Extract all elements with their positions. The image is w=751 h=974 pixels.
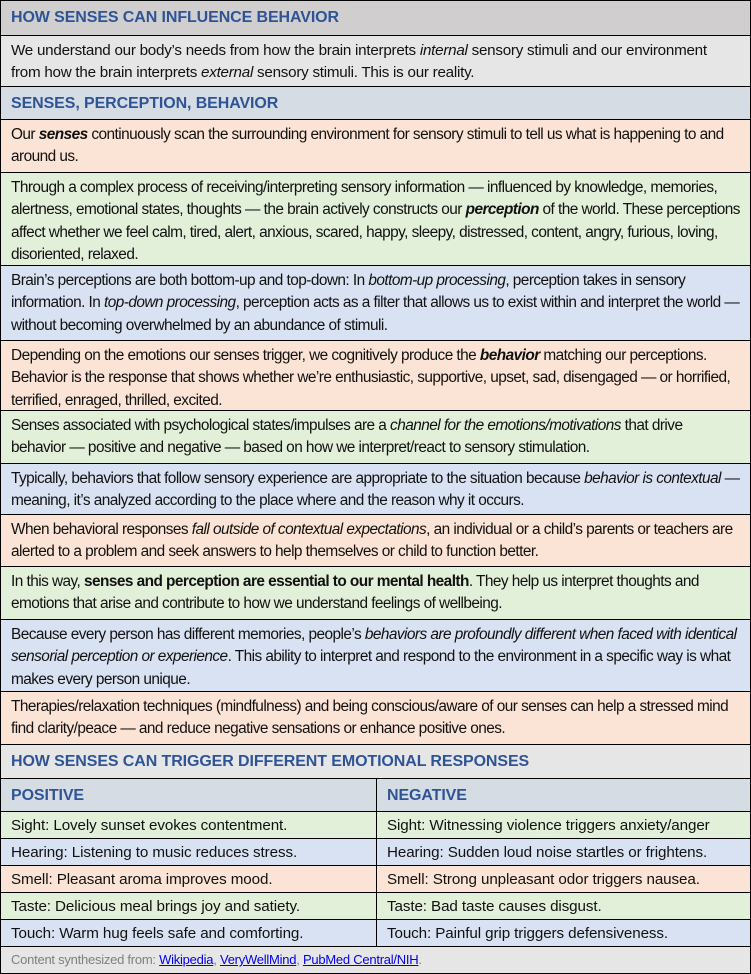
section-title-text: HOW SENSES CAN INFLUENCE BEHAVIOR [11, 9, 339, 26]
link-pubmed-central[interactable]: PubMed Central/NIH [302, 952, 419, 967]
text: Therapies/relaxation techniques (mindfulness) and being conscious/aware of our senses can help a stressed mind find clarity/peace — and reduce negative sensations or enhance positive ones. [11, 698, 729, 738]
emphasis-perception: perception [465, 201, 539, 219]
paragraph-senses [1, 120, 750, 173]
positive-cell: Hearing: Listening to music reduces stress. [1, 839, 377, 865]
text: , an individual or a child’s parents or teachers are alerted to a problem and seek answers to help themselves or child to function better. [11, 521, 733, 561]
paragraph-mental-health [1, 567, 750, 620]
section-title-text: HOW SENSES CAN TRIGGER DIFFERENT EMOTIONAL RESPONSES [11, 753, 530, 770]
text: We understand our body’s needs from how the brain interprets [11, 42, 420, 59]
paragraph-unique [1, 620, 750, 692]
text: , perception acts as a filter that allows us to exist within and interpret the world — without becoming overwhelmed by an abundance of stimuli. [11, 294, 740, 334]
paragraph-contextual [1, 464, 750, 515]
responses-table-header [1, 779, 750, 812]
emphasis-different: behaviors are profoundly different when faced with identical sensorial perception or experience [11, 626, 737, 666]
text: Typically, behaviors that follow sensory experience are appropriate to the situation because [11, 470, 585, 487]
negative-cell: Touch: Painful grip triggers defensiveness. [387, 925, 669, 942]
text: continuously scan the surrounding environment for sensory stimuli to tell us what is happening to and around us. [11, 126, 724, 166]
paragraph-expectations [1, 515, 750, 567]
paragraph-behavior [1, 341, 750, 411]
text: Through a complex process of receiving/interpreting sensory information — influenced by knowledge, memories, alertness, emotional states, thoughts — the brain actively constructs our [11, 179, 718, 219]
column-header-positive: POSITIVE [1, 779, 377, 811]
separator: , [296, 952, 303, 967]
positive-cell: Taste: Delicious meal brings joy and satiety. [1, 893, 377, 919]
section-title-influence [1, 1, 750, 36]
negative-cell: Smell: Strong unpleasant odor triggers nausea. [387, 871, 700, 888]
emphasis-expectations: fall outside of contextual expectations [191, 521, 427, 538]
emphasis-mental-health: senses and perception are essential to our mental health [83, 573, 469, 590]
table-row-smell [1, 866, 750, 893]
table-row-touch [1, 920, 750, 947]
table-row-taste [1, 893, 750, 920]
text: sensory stimuli and our environment from how the brain interprets [11, 42, 707, 82]
footer-suffix: . [418, 952, 422, 967]
section-title-emotional-responses [1, 745, 750, 779]
text: sensory stimuli. This is our reality. [253, 64, 475, 82]
text: that drive behavior — positive and negative — based on how we interpret/react to sensory stimulation. [11, 417, 683, 457]
emphasis-senses: senses [38, 126, 88, 143]
text: Because every person has different memories, people’s [11, 626, 365, 643]
negative-cell: Hearing: Sudden loud noise startles or frightens. [387, 844, 708, 861]
emphasis-bottom-up: bottom-up processing [368, 272, 506, 289]
text: , perception takes in sensory information. In [11, 272, 686, 312]
text: matching our perceptions. Behavior is the response that shows whether we’re enthusiastic, supportive, upset, sad, disengaged — or horrified, terrified, enraged, thrilled, excited. [11, 347, 731, 409]
separator: , [213, 952, 220, 967]
text: Brain’s perceptions are both bottom-up and top-down: In [11, 272, 369, 289]
column-header-negative: NEGATIVE [387, 787, 467, 804]
positive-cell: Sight: Lovely sunset evokes contentment. [1, 812, 377, 838]
text: . They help us interpret thoughts and emotions that arise and contribute to how we understand feelings of wellbeing. [11, 573, 699, 613]
text: When behavioral responses [11, 521, 192, 538]
paragraph-perception [1, 173, 750, 266]
text: Senses associated with psychological states/impulses are a [11, 417, 391, 434]
section-title-perception [1, 87, 750, 120]
positive-cell: Touch: Warm hug feels safe and comforting. [1, 920, 377, 946]
paragraph-processing [1, 266, 750, 341]
table-row-hearing [1, 839, 750, 866]
emphasis-top-down: top-down processing [104, 294, 236, 312]
text: Our [11, 126, 39, 143]
emphasis-internal: internal [419, 42, 468, 59]
paragraph-therapies [1, 692, 750, 745]
text: — meaning, it’s analyzed according to the place where and the reason why it occurs. [11, 470, 740, 510]
negative-cell: Taste: Bad taste causes disgust. [387, 898, 602, 915]
table-row-sight [1, 812, 750, 839]
link-wikipedia[interactable]: Wikipedia [159, 952, 214, 967]
sources-footer [1, 947, 750, 974]
intro-paragraph [1, 36, 750, 87]
text: In this way, [11, 573, 84, 590]
negative-cell: Sight: Witnessing violence triggers anxiety/anger [387, 817, 710, 834]
text: of the world. These perceptions affect whether we feel calm, tired, alert, anxious, scared, happy, sleepy, distressed, content, angry, furious, loving, disoriented, relaxed. [11, 201, 740, 264]
emphasis-channel: channel for the emotions/motivations [390, 417, 621, 434]
text: . This ability to interpret and respond to the environment in a specific way is what makes every person unique. [11, 648, 731, 688]
link-verywellmind[interactable]: VeryWellMind [219, 952, 297, 967]
paragraph-channel [1, 411, 750, 464]
emphasis-contextual: behavior is contextual [584, 470, 721, 487]
text: Depending on the emotions our senses trigger, we cognitively produce the [11, 347, 480, 364]
footer-prefix: Content synthesized from: [11, 952, 160, 967]
positive-cell: Smell: Pleasant aroma improves mood. [1, 866, 377, 892]
emphasis-external: external [201, 64, 254, 82]
emphasis-behavior: behavior [479, 347, 540, 364]
section-title-text: SENSES, PERCEPTION, BEHAVIOR [11, 95, 279, 112]
